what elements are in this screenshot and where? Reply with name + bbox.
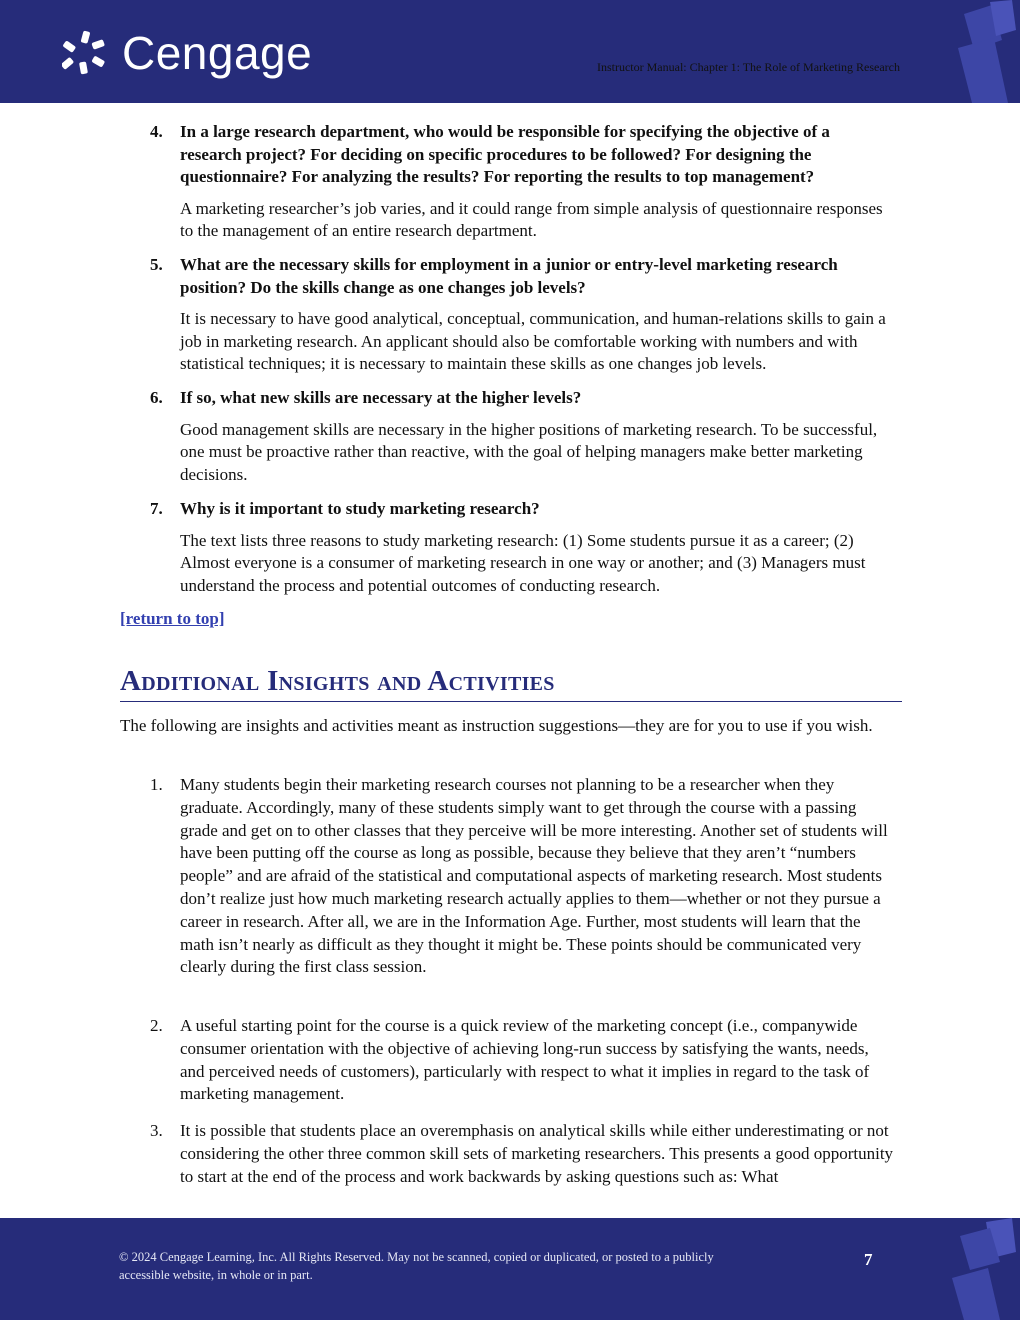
list-item-activity-2 <box>150 1015 895 1106</box>
document-title: Instructor Manual: Chapter 1: The Role of Marketing Research <box>596 60 900 74</box>
question-text: In a large research department, who would be responsible for specifying the objective of a research project? For deciding on specific procedures to be followed? For designing the questionnaire? For analyzing the results? For reporting the results to top management? <box>180 122 830 186</box>
item-number: 1. <box>150 775 163 794</box>
cengage-mark-icon <box>62 29 110 77</box>
answer-text: A marketing researcher’s job varies, and it could range from simple analysis of questionnaire responses to the management of an entire research department. <box>180 198 883 240</box>
item-number: 2. <box>150 1016 163 1035</box>
question-text: What are the necessary skills for employment in a junior or entry-level marketing research position? Do the skills change as one changes job levels? <box>180 255 838 297</box>
return-to-top-link[interactable]: [return to top] <box>120 609 225 628</box>
brand-name: Cengage <box>122 27 313 79</box>
item-number: 6. <box>150 388 163 407</box>
item-number: 5. <box>150 255 163 274</box>
answer-text: It is necessary to have good analytical, conceptual, communication, and human-relations skills to gain a job in marketing research. An applicant should also be comfortable working with numbers and with statistical techniques; it is necessary to maintain these skills as one changes job levels. <box>180 309 886 373</box>
item-number: 7. <box>150 499 163 518</box>
corner-decoration-icon <box>950 0 1020 103</box>
list-item-activity-1 <box>150 774 895 979</box>
list-item-question-6 <box>150 387 895 486</box>
page-number: 7 <box>864 1250 873 1269</box>
section-intro: The following are insights and activities meant as instruction suggestions—they are for you to use if you wish. <box>120 716 873 735</box>
item-number: 3. <box>150 1121 163 1140</box>
activity-text: Many students begin their marketing research courses not planning to be a researcher when they graduate. Accordingly, many of these students simply want to get through the course with a passing grade and get on to other classes that they perceive will be more interesting. Another set of students will have been putting off the course as long as possible, because they believe that they aren’t “numbers people” and are afraid of the statistical and computational aspects of marketing research. Most students don’t realize just how much marketing research actually applies to them—whether or not they pursue a career in research. After all, we are in the Information Age. Further, most students will learn that the math isn’t nearly as difficult as they thought it might be. These points should be communicated very clearly during the first class session. <box>180 775 888 977</box>
copyright-notice: © 2024 Cengage Learning, Inc. All Rights Reserved. May not be scanned, copied or duplicated, or posted to a publicly accessible website, in whole or in part. <box>119 1250 714 1282</box>
list-item-activity-3 <box>150 1120 895 1188</box>
list-item-question-7 <box>150 498 895 597</box>
page-footer <box>0 1218 1020 1320</box>
activity-text: It is possible that students place an overemphasis on analytical skills while either underestimating or not considering the other three common skill sets of marketing researchers. This presents a good opportunity to start at the end of the process and work backwards by asking questions such as: What <box>180 1121 894 1186</box>
question-text: If so, what new skills are necessary at the higher levels? <box>180 388 582 407</box>
activity-text: A useful starting point for the course is a quick review of the marketing concept (i.e., companywide consumer orientation with the objective of achieving long-run success by satisfying the wants, needs, and perceived needs of customers), particularly with respect to what it implies in regard to the task of marketing management. <box>180 1016 870 1104</box>
answer-text: The text lists three reasons to study marketing research: (1) Some students pursue it as a career; (2) Almost everyone is a consumer of marketing research in one way or another; and (3) Managers must understand the process and potential outcomes of conducting research. <box>180 530 866 595</box>
answer-text: Good management skills are necessary in the higher positions of marketing research. To be successful, one must be proactive rather than reactive, with the goal of helping managers make better marketing decisions. <box>180 419 878 484</box>
corner-decoration-icon <box>950 1218 1020 1320</box>
list-item-question-5 <box>150 254 895 376</box>
page-header <box>0 0 1020 103</box>
list-item-question-4 <box>150 121 895 243</box>
cengage-logo <box>62 27 312 79</box>
section-heading: Additional Insights and Activities <box>120 664 902 702</box>
question-text: Why is it important to study marketing research? <box>180 499 540 518</box>
item-number: 4. <box>150 122 163 141</box>
